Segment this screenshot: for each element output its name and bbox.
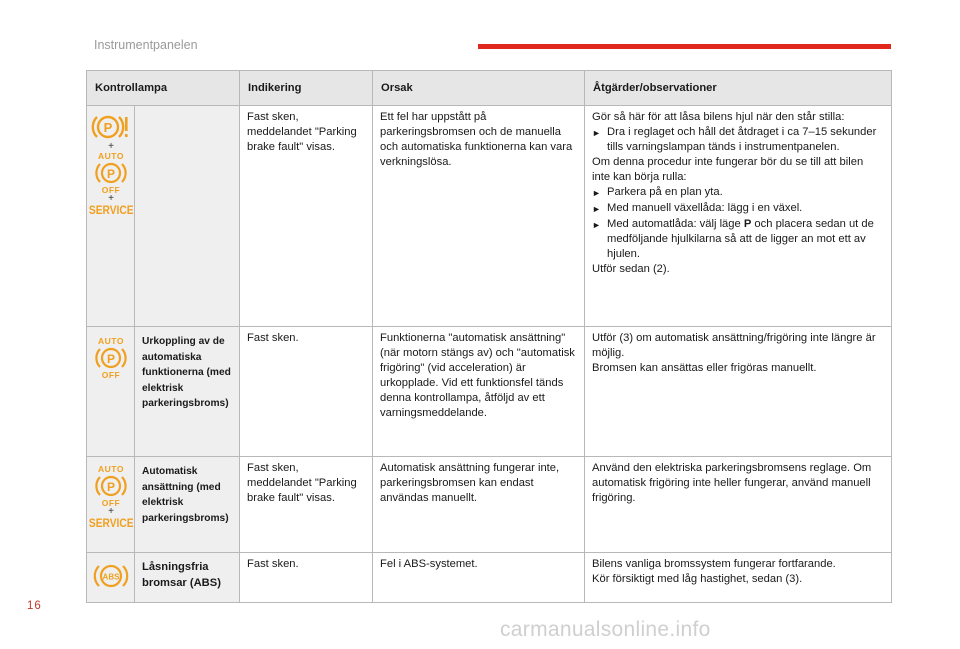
actions-cell [585, 553, 892, 603]
auto-parking-icon [93, 160, 129, 186]
lamp-cell [87, 106, 135, 327]
col-header-atgarder: Åtgärder/observationer [585, 71, 892, 106]
cause-cell: Funktionerna "automatisk ansättning" (när motorn stängs av) och "automatisk frigöring" (vid acceleration) är urkopplade. Vid ett funktionsfel tänds denna kontrollampa, åtföljd av ett varningsmeddelande. [373, 327, 585, 457]
auto-label: AUTO [98, 336, 124, 346]
auto-label: AUTO [98, 151, 124, 161]
bullet-text: Parkera på en plan yta. [607, 186, 723, 198]
abs-icon [91, 561, 131, 591]
bullet-item [592, 201, 884, 217]
watermark: carmanualsonline.info [500, 618, 711, 641]
indication-cell: Fast sken. [240, 553, 373, 603]
bullet-icon: ► [592, 220, 601, 230]
plus-sign: + [108, 506, 114, 517]
action-text: Bilens vanliga bromssystem fungerar fortfarande. [592, 558, 836, 570]
bullet-item [592, 125, 884, 155]
service-icon: SERVICE [88, 516, 134, 530]
bullet-icon: ► [592, 188, 601, 198]
indication-cell: Fast sken. [240, 327, 373, 457]
svg-text:P: P [106, 167, 116, 181]
table-row [87, 553, 892, 603]
lamp-cell [87, 553, 135, 603]
action-text: Använd den elektriska parkeringsbromsens reglage. Om automatisk frigöring inte heller fungerar, använd manuell frigöring. [592, 462, 872, 504]
action-text: Utför sedan (2). [592, 263, 670, 275]
off-label: OFF [101, 185, 121, 195]
svg-text:P: P [106, 352, 116, 366]
action-text: Gör så här för att låsa bilens hjul när den står stilla: [592, 111, 845, 123]
lamp-name: Låsningsfria bromsar (ABS) [135, 553, 240, 603]
bullet-item [592, 217, 884, 262]
page-number: 16 [27, 600, 42, 612]
indication-cell: Fast sken, meddelandet "Parking brake fault" visas. [240, 457, 373, 553]
actions-cell [585, 327, 892, 457]
svg-text:P: P [106, 480, 116, 494]
bullet-text: Med automatlåda: välj läge P och placera sedan ut de medföljande hjulkilarna så att de ligger an mot ett av hjulen. [607, 218, 874, 260]
bullet-icon: ► [592, 128, 601, 138]
action-text: Om denna procedur inte fungerar bör du se till att bilen inte kan börja rulla: [592, 156, 864, 183]
lamp-name: Automatisk ansättning (med elektrisk parkeringsbroms) [135, 457, 240, 553]
off-label: OFF [101, 498, 121, 508]
actions-cell [585, 457, 892, 553]
parking-brake-fault-icon [91, 112, 131, 142]
svg-text:P: P [103, 120, 113, 135]
table-row [87, 327, 892, 457]
lamp-cell [87, 327, 135, 457]
cause-cell: Fel i ABS-systemet. [373, 553, 585, 603]
bullet-icon: ► [592, 204, 601, 214]
action-text: Bromsen kan ansättas eller frigöras manuellt. [592, 362, 817, 374]
col-header-indikering: Indikering [240, 71, 373, 106]
lamp-cell [87, 457, 135, 553]
section-title: Instrumentpanelen [94, 38, 198, 52]
warning-lamp-table [86, 70, 892, 603]
table-row [87, 457, 892, 553]
header-accent-bar [478, 44, 891, 49]
auto-parking-icon [93, 473, 129, 499]
table-row [87, 106, 892, 327]
cause-cell: Automatisk ansättning fungerar inte, parkeringsbromsen kan endast användas manuellt. [373, 457, 585, 553]
svg-text:ABS: ABS [102, 572, 120, 582]
lamp-name: Urkoppling av de automatiska funktionerna (med elektrisk parkeringsbroms) [135, 327, 240, 457]
bullet-text: Med manuell växellåda: lägg i en växel. [607, 202, 803, 214]
bullet-text: Dra i reglaget och håll det åtdraget i ca 7–15 sekunder tills varningslampan tänds i instrumentpanelen. [607, 126, 877, 153]
plus-sign: + [108, 193, 114, 204]
action-text: Kör försiktigt med låg hastighet, sedan (3). [592, 573, 803, 585]
cause-cell: Ett fel har uppstått på parkeringsbromsen och de manuella och automatiska funktionerna kan vara verkningslösa. [373, 106, 585, 327]
auto-label: AUTO [98, 464, 124, 474]
actions-cell [585, 106, 892, 327]
service-icon: SERVICE [88, 203, 134, 217]
lamp-name [135, 106, 240, 327]
table-header-row [87, 71, 892, 106]
plus-sign: + [108, 141, 114, 152]
action-text: Utför (3) om automatisk ansättning/frigöring inte längre är möjlig. [592, 332, 876, 359]
col-header-orsak: Orsak [373, 71, 585, 106]
auto-parking-icon [93, 345, 129, 371]
bullet-item [592, 185, 884, 201]
indication-cell: Fast sken, meddelandet "Parking brake fault" visas. [240, 106, 373, 327]
off-label: OFF [101, 370, 121, 380]
col-header-kontrollampa: Kontrollampa [87, 71, 240, 106]
